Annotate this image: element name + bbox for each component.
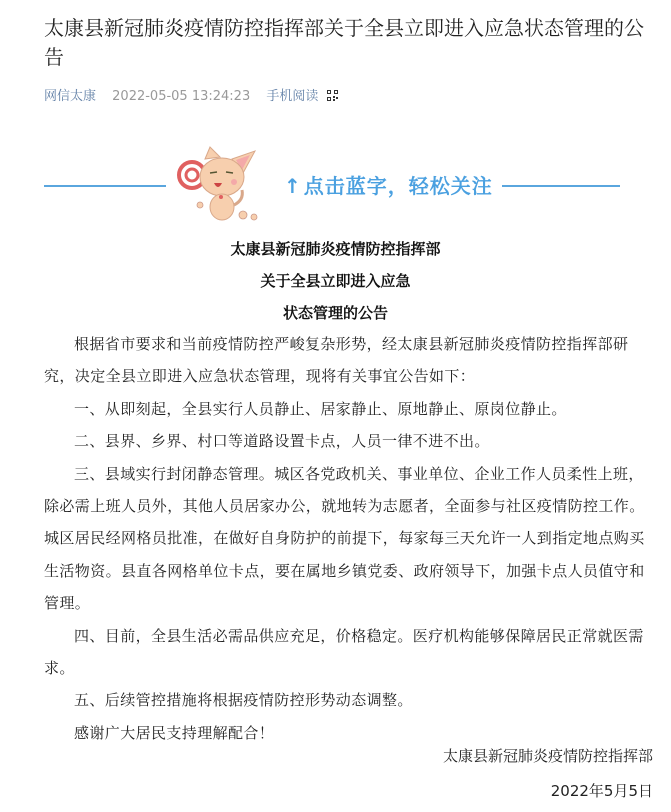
- signature-date: 2022年5月5日: [550, 782, 653, 800]
- follow-prompt[interactable]: [284, 170, 493, 199]
- signature: 太康县新冠肺炎疫情防控指挥部: [442, 747, 653, 765]
- divider-left: [44, 185, 166, 187]
- follow-text: 点击蓝字，轻松关注: [303, 174, 493, 198]
- paragraph-item-5: 五、后续管控措施将根据疫情防控形势动态调整。: [74, 691, 413, 710]
- source-link[interactable]: 网信太康: [44, 89, 97, 104]
- notice-heading-line-1: 太康县新冠肺炎疫情防控指挥部: [230, 240, 441, 258]
- follow-banner[interactable]: [0, 140, 671, 225]
- paragraph-item-4: 四、目前，全县生活必需品供应充足，价格稳定。医疗机构能够保障居民正常就医需求。: [44, 626, 644, 678]
- paragraph-item-3: 三、县域实行封闭静态管理。城区各党政机关、事业单位、企业工作人员柔性上班，除必需上班人员外，其他人员居家办公，就地转为志愿者，全面参与社区疫情防控工作。城区居民经网格员批准，在做好自身防护的前提下，每家每三天允许一人到指定地点购买生活物资。县直各网格单位卡点，要在属地乡镇党委、政府领导下，加强卡点人员值守和管理。: [44, 464, 645, 613]
- article-meta: [44, 89, 338, 105]
- notice-body: [44, 328, 656, 749]
- paragraph-item-1: 一、从即刻起，全县实行人员静止、居家静止、原地静止、原岗位静止。: [74, 399, 567, 418]
- paragraph-thanks: 感谢广大居民支持理解配合！: [74, 723, 275, 742]
- divider-right: [502, 185, 620, 187]
- up-arrow-icon: ↑: [284, 174, 302, 198]
- article-title: 太康县新冠肺炎疫情防控指挥部关于全县立即进入应急状态管理的公告: [44, 16, 644, 69]
- notice-heading-line-2: 关于全县立即进入应急: [260, 272, 411, 290]
- paragraph-intro: 根据省市要求和当前疫情防控严峻复杂形势，经太康县新冠肺炎疫情防控指挥部研究，决定全县立即进入应急状态管理，现将有关事宜公告如下：: [44, 335, 629, 386]
- cartoon-cat-icon: [170, 145, 280, 225]
- qr-code-icon[interactable]: [327, 90, 338, 101]
- mobile-read-link[interactable]: [266, 89, 337, 104]
- mobile-read-label: 手机阅读: [266, 89, 319, 104]
- publish-time: 2022-05-05 13:24:23: [112, 89, 251, 104]
- paragraph-item-2: 二、县界、乡界、村口等道路设置卡点，人员一律不进不出。: [74, 432, 490, 451]
- notice-heading-line-3: 状态管理的公告: [282, 304, 388, 322]
